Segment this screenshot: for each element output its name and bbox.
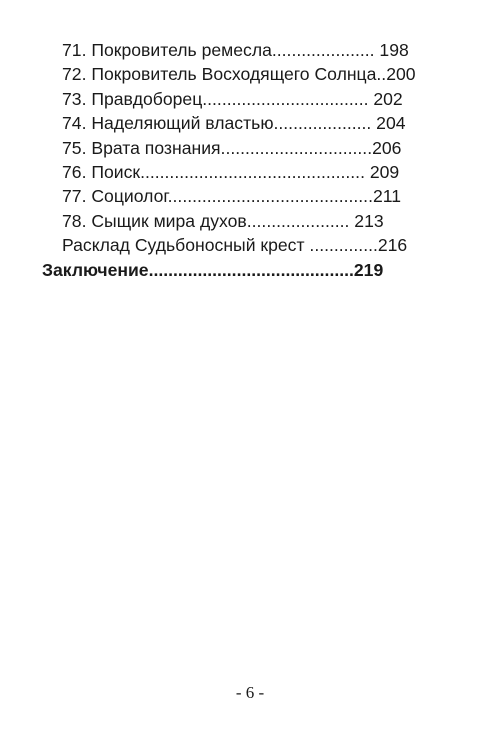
toc-entry-77: 77. Социолог..........................................211 — [62, 186, 402, 207]
toc-entry-75: 75. Врата познания...............................206 — [62, 137, 402, 158]
toc-entry-76: 76. Поиск.............................................. 209 — [62, 161, 400, 182]
toc-entry-74: 74. Наделяющий властью.................... 204 — [62, 113, 406, 134]
toc-entry-72: 72. Покровитель Восходящего Солнца..200 — [62, 64, 416, 85]
table-of-contents — [42, 38, 458, 282]
toc-entry-73: 73. Правдоборец.................................. 202 — [62, 88, 403, 109]
toc-entry-conclusion: Заключение..........................................219 — [42, 259, 384, 280]
toc-entry-layout: Расклад Судьбоносный крест ..............216 — [62, 235, 408, 256]
toc-entry-78: 78. Сыщик мира духов..................... 213 — [62, 210, 384, 231]
page-number: - 6 - — [235, 683, 265, 702]
toc-entry-71: 71. Покровитель ремесла..................... 198 — [62, 40, 409, 60]
